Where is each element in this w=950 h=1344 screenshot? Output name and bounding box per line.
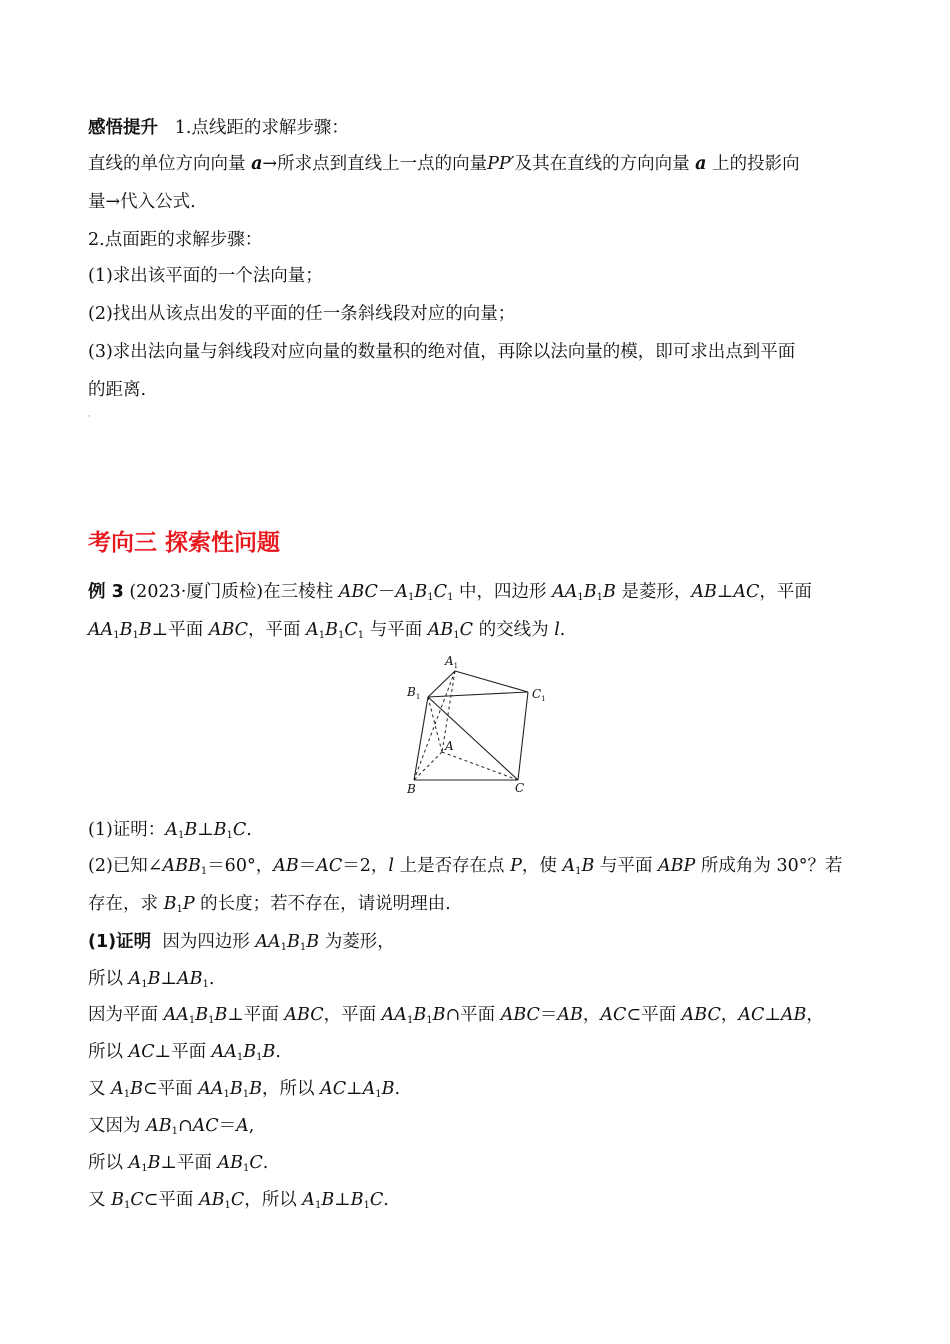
- proof-line-4: 所以 AC⊥平面 $AA_1B_1B$.: [88, 1042, 281, 1063]
- edge-ac: [442, 752, 518, 780]
- edge-b1a: [428, 697, 442, 752]
- label-b: B: [407, 782, 416, 796]
- label-b1: $B_1$: [407, 685, 421, 701]
- proof-line-6: 又因为 $AB_1\cap AC=A$,: [88, 1116, 255, 1137]
- edge-a1b: [414, 671, 455, 780]
- edge-a1c1: [455, 671, 528, 692]
- insight-title-line: [88, 116, 868, 140]
- proof-line-8: 又 $B_1C\subset$平面 $AB_1C$，所以 $A_1B\perp B_1C$.: [88, 1190, 389, 1211]
- step2-title: 2.点面距的求解步骤：: [88, 230, 263, 250]
- question-2-line-2: 存在，求 $B_1P$ 的长度；若不存在，请说明理由.: [88, 894, 451, 915]
- edge-b1c1: [428, 692, 528, 697]
- label-c1: $C_1$: [532, 687, 546, 703]
- insight-label: 感悟提升: [88, 118, 158, 138]
- proof-line-1: (1)证明 因为四边形 $AA_1B_1B$ 为菱形，: [88, 932, 395, 953]
- edge-a1b1: [428, 671, 455, 697]
- example-line-2: $AA_1B_1B\perp$平面 ABC，平面 $A_1B_1C_1$ 与平面 $AB_1C$ 的交线为 l.: [88, 620, 566, 641]
- step1-title: 1.点线距的求解步骤：: [174, 118, 349, 138]
- edge-b1b: [414, 697, 428, 780]
- proof-line-5: 又 $A_1B\subset$平面 $AA_1B_1B$，所以 $AC\perp A_1B$.: [88, 1079, 401, 1100]
- question-2-line-1: (2)已知$\angle ABB_1=60^\circ$，AB＝AC＝2，l 上是否存在点 P，使 $A_1B$ 与平面 ABP 所成角为 30°？若: [88, 856, 843, 877]
- step1-text: 直线的单位方向向量 a→所求点到直线上一点的向量PP′及其在直线的方向向量 a 上的投影向: [88, 154, 800, 174]
- example-label: 例 3: [88, 582, 124, 602]
- proof-label: (1)证明: [88, 932, 152, 952]
- proof-line-3: 因为平面 $AA_1B_1B\perp$平面 ABC，平面 $AA_1B_1B\cap$平面 ABC＝AB，AC⊂平面 ABC，AC⊥AB，: [88, 1005, 824, 1026]
- proof-line-7: 所以 $A_1B\perp$平面 $AB_1C$.: [88, 1153, 269, 1174]
- step2-item-4: 的距离.: [88, 380, 147, 400]
- question-1: (1)证明：$A_1B\perp B_1C$.: [88, 820, 252, 841]
- proof-line-2: 所以 $A_1B\perp AB_1$.: [88, 969, 215, 990]
- edge-b1c: [428, 697, 518, 780]
- step1-text2: 量→代入公式.: [88, 192, 196, 212]
- section-heading: 考向三 探索性问题: [88, 530, 281, 556]
- example-source: (2023·厦门质检): [129, 582, 264, 602]
- step2-item-3: (3)求出法向量与斜线段对应向量的数量积的绝对值，再除以法向量的模，即可求出点到平面: [88, 342, 796, 362]
- label-a1: $A_1$: [445, 654, 459, 670]
- stray-dot: ·: [88, 412, 91, 421]
- step2-item-2: (2)找出从该点出发的平面的任一条斜线段对应的向量；: [88, 304, 516, 324]
- step2-item-1: (1)求出该平面的一个法向量；: [88, 266, 323, 286]
- prism-figure: [400, 650, 560, 800]
- label-c: C: [515, 781, 525, 795]
- label-a: A: [445, 739, 454, 753]
- edge-c1c: [518, 692, 528, 780]
- example-line-1: 例 3 (2023·厦门质检)在三棱柱 $ABC-A_1B_1C_1$ 中，四边形 $AA_1B_1B$ 是菱形，AB⊥AC，平面: [88, 582, 812, 603]
